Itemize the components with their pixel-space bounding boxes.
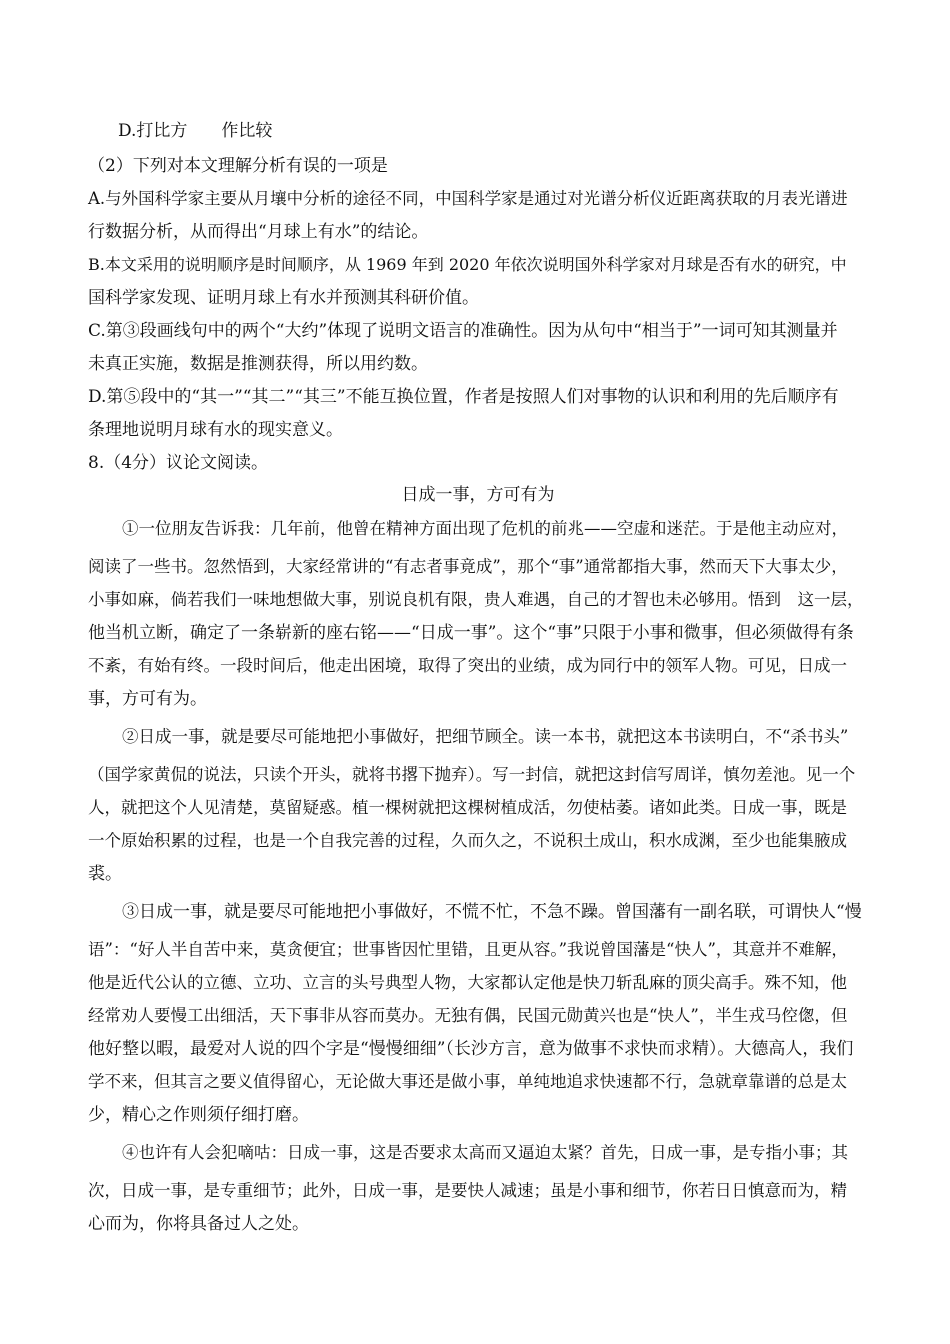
text-line: 国科学家发现、证明月球上有水并预测其科研价值。 [88, 288, 479, 308]
text-line: 经常劝人要慢工出细活，天下事非从容而莫办。无独有偶，民国元勋黄兴也是“快人”，半生戎马倥偬，但 [88, 1006, 848, 1025]
text-line: 阅读了一些书。忽然悟到，大家经常讲的“有志者事竟成”，那个“事”通常都指大事，然而天下大事太少， [88, 557, 848, 576]
text-line: ①一位朋友告诉我：几年前，他曾在精神方面出现了危机的前兆——空虚和迷茫。于是他主动应对， [122, 519, 848, 538]
text-line: 他当机立断，确定了一条崭新的座右铭——“日成一事”。这个“事”只限于小事和微事，但必须做得有条 [88, 623, 854, 643]
text-line: B.本文采用的说明顺序是时间顺序，从 1969 年到 2020 年依次说明国外科学家对月球是否有水的研究，中 [88, 255, 847, 274]
text-line: 人，就把这个人见清楚，莫留疑惑。植一棵树就把这棵树植成活，勿使枯萎。诸如此类。日成一事，既是 [88, 798, 847, 817]
text-line: C.第③段画线句中的两个“大约”体现了说明文语言的准确性。因为从句中“相当于”一词可知其测量并 [88, 321, 838, 341]
text-line: ④也许有人会犯嘀咕：日成一事，这是否要求太高而又逼迫太紧？首先，日成一事，是专指小事；其 [122, 1143, 848, 1162]
text-line: D.第⑤段中的“其一”“其二”“其三”不能互换位置，作者是按照人们对事物的认识和利用的先后顺序有 [88, 387, 839, 407]
text-line: 学不来，但其言之要义值得留心，无论做大事还是做小事，单纯地追求快速都不行，急就章靠谱的总是太 [88, 1072, 847, 1091]
text-line: 不紊，有始有终。一段时间后，他走出困境，取得了突出的业绩，成为同行中的领军人物。可见，日成一 [88, 656, 847, 675]
text-line: 裘。 [88, 864, 122, 884]
text-line: 次，日成一事，是专重细节；此外，日成一事，是要快人减速；虽是小事和细节，你若日日慎意而为，精 [88, 1181, 847, 1200]
text-line: 他好整以暇，最爱对人说的四个字是“慢慢细细”（长沙方言，意为做事不求快而求精）。大德高人，我们 [88, 1039, 854, 1059]
text-line: 事，方可有为。 [88, 689, 207, 709]
text-line: A.与外国科学家主要从月壤中分析的途径不同，中国科学家是通过对光谱分析仪近距离获取的月表光谱进 [88, 189, 848, 208]
text-line: 语”：“好人半自苦中来，莫贪便宜；世事皆因忙里错，且更从容。”我说曾国藩是“快人”，其意并不难解， [88, 940, 848, 959]
text-line: ②日成一事，就是要尽可能地把小事做好，把细节顾全。读一本书，就把这本书读明白，不“杀书头” [122, 727, 849, 746]
text-line: 一个原始积累的过程，也是一个自我完善的过程，久而久之，不说积土成山，积水成渊，至少也能集腋成 [88, 831, 847, 850]
text-line: 心而为，你将具备过人之处。 [88, 1214, 309, 1234]
text-line: 少，精心之作则须仔细打磨。 [88, 1105, 309, 1125]
text-line: 8.（4分）议论文阅读。 [88, 453, 269, 473]
text-line: （2）下列对本文理解分析有误的一项是 [88, 156, 388, 176]
text-line: 未真正实施，数据是推测获得，所以用约数。 [88, 354, 428, 374]
text-line: ③日成一事，就是要尽可能地把小事做好，不慌不忙，不急不躁。曾国藩有一副名联，可谓快人“慢 [122, 902, 862, 922]
text-line: （国学家黄侃的说法，只读个开头，就将书撂下抛弃）。写一封信，就把这封信写周详，慎勿差池。见一个 [88, 765, 856, 784]
text-line: 条理地说明月球有水的现实意义。 [88, 420, 343, 440]
text-line: 他是近代公认的立德、立功、立言的头号典型人物，大家都认定他是快刀斩乱麻的顶尖高手。殊不知，他 [88, 973, 847, 992]
article-title: 日成一事，方可有为 [401, 485, 555, 505]
text-line: 小事如麻，倘若我们一味地想做大事，别说良机有限，贵人难遇，自己的才智也未必够用。悟到 这一层， [88, 590, 864, 609]
text-line: D.打比方 作比较 [118, 121, 273, 141]
text-line: 行数据分析，从而得出“月球上有水”的结论。 [88, 222, 429, 242]
